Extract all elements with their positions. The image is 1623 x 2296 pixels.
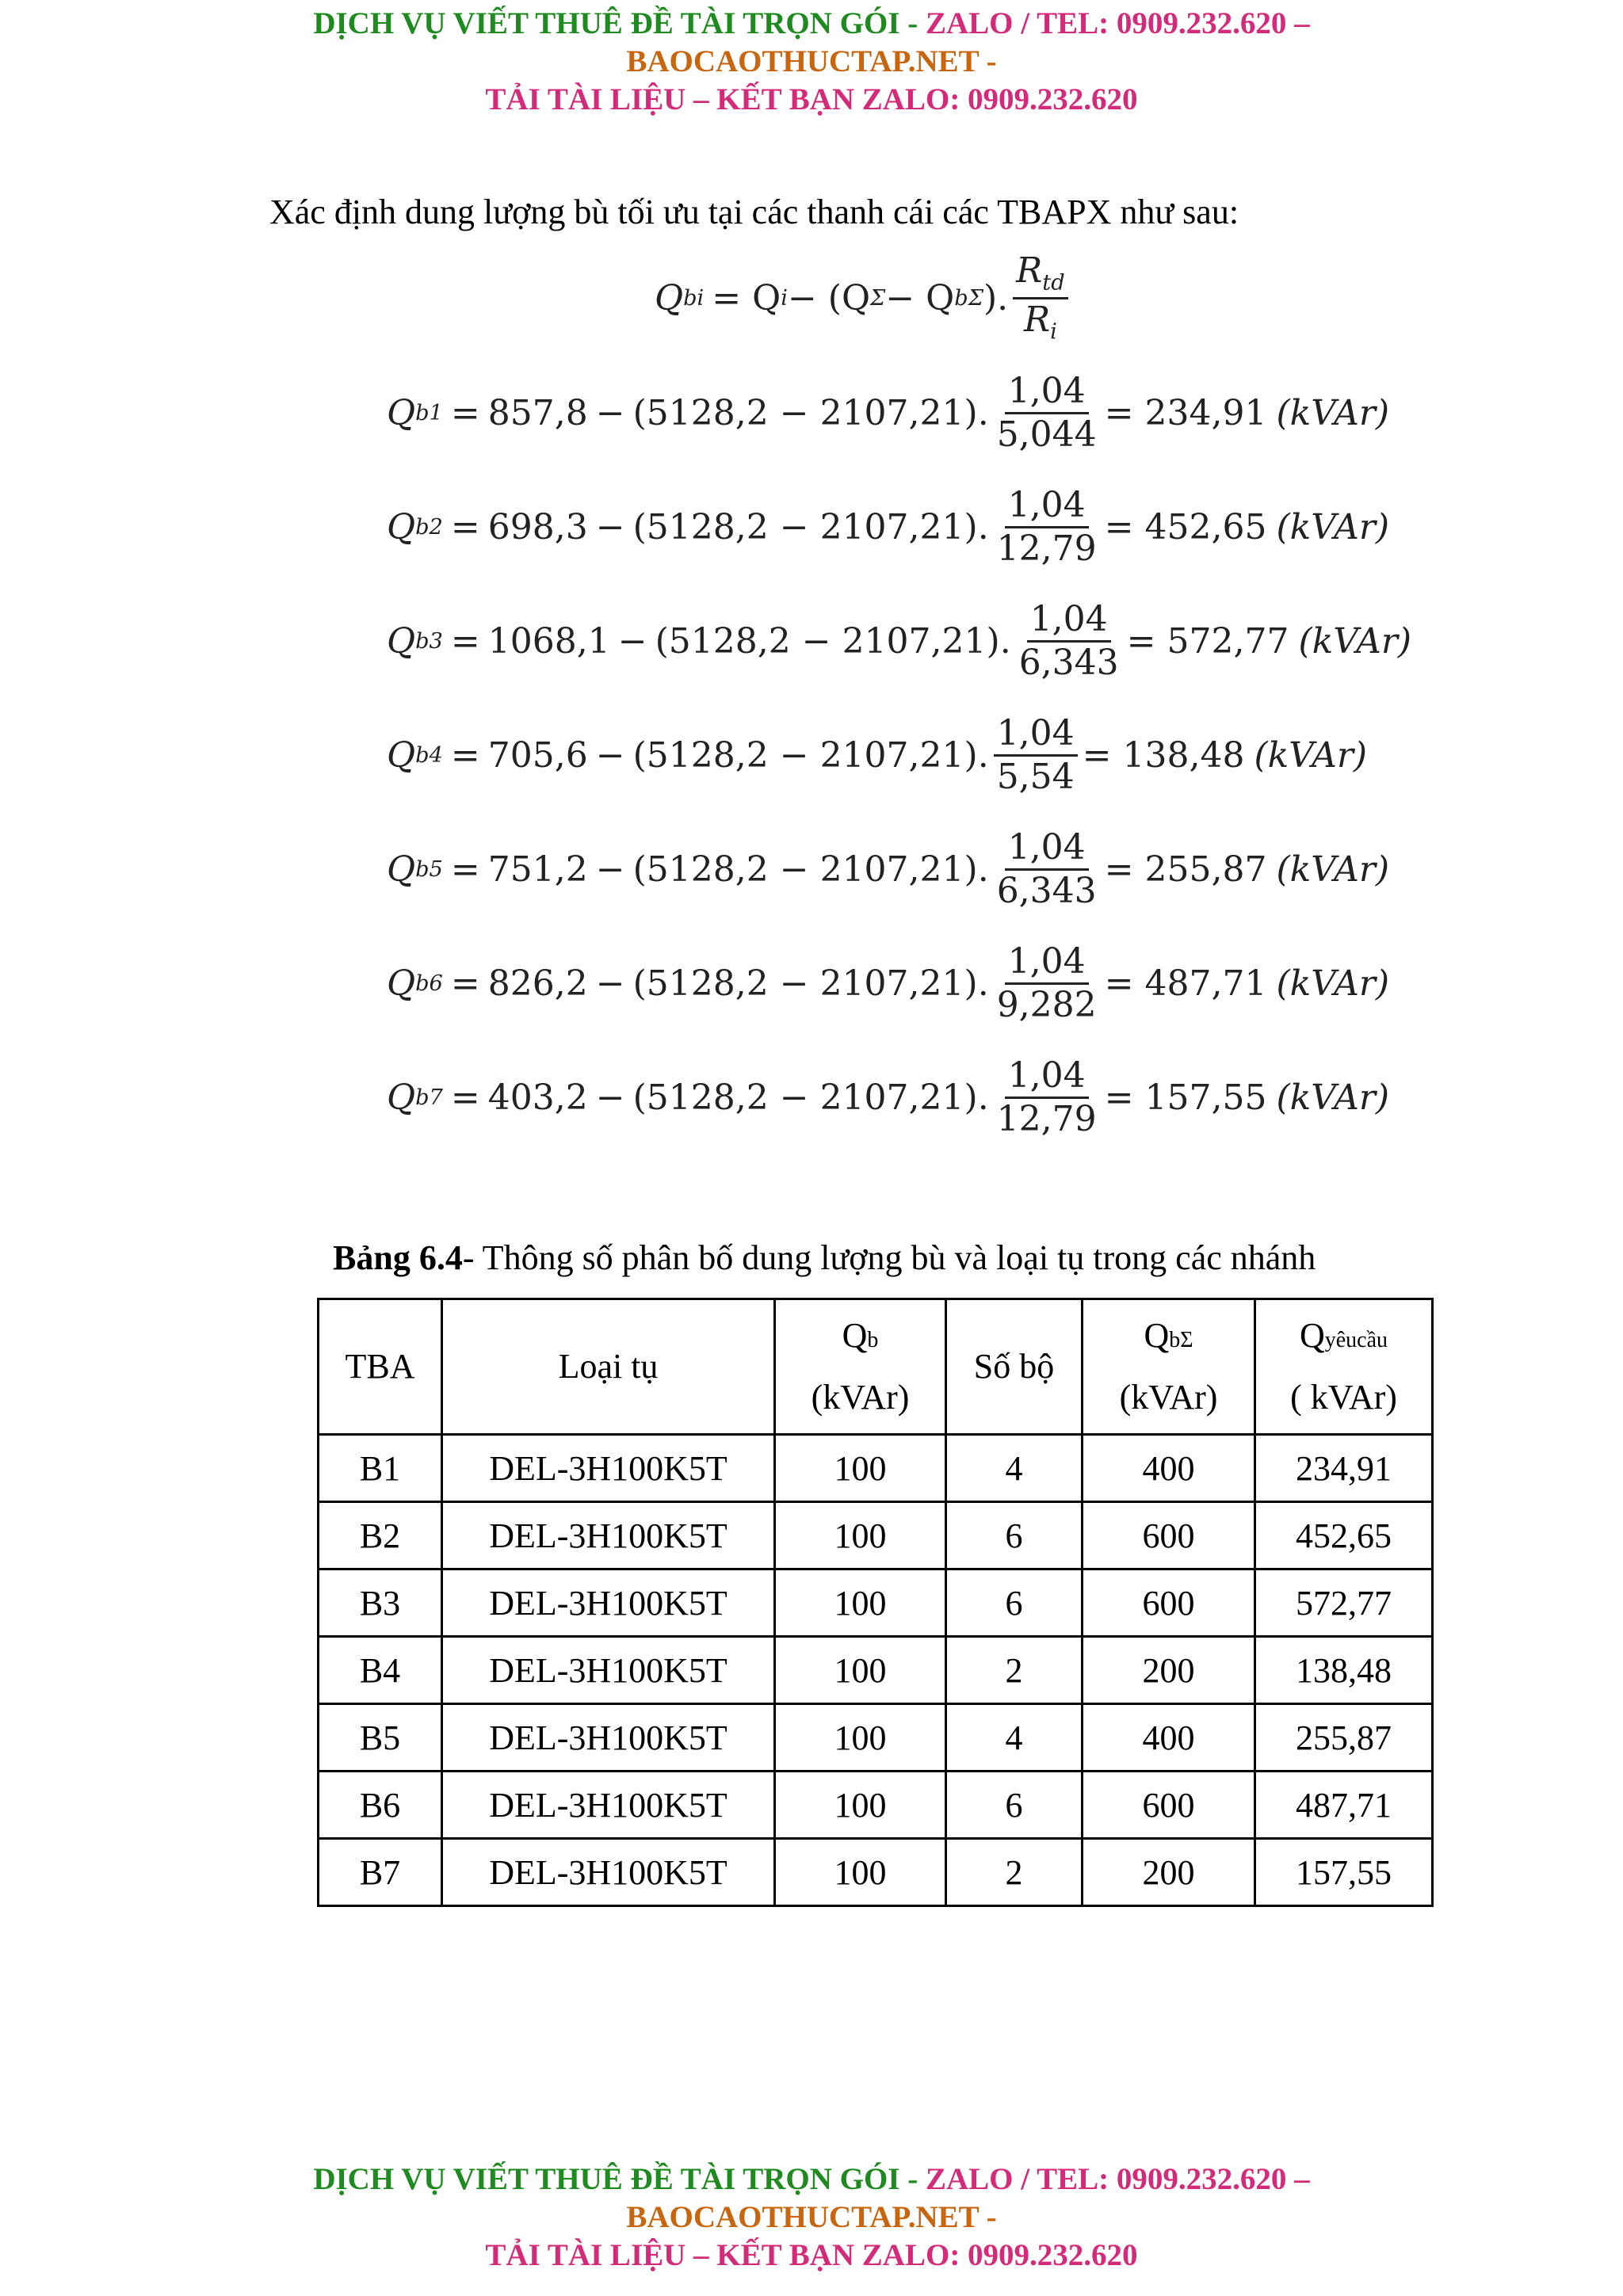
eq-numerator: 1,04 — [1027, 601, 1111, 643]
eq-sub: b3 — [415, 629, 443, 654]
equation-row — [387, 829, 1389, 911]
eq-denominator: 12,79 — [996, 528, 1097, 570]
eq-qi: 857,8 — [487, 393, 588, 434]
eq-unit: (kVAr) — [1298, 621, 1412, 662]
header-qyc-unit: ( kVAr) — [1290, 1378, 1397, 1417]
eq-fraction — [1016, 601, 1122, 683]
cell-qyc: 234,91 — [1255, 1435, 1433, 1502]
eq-minus: − — [595, 963, 625, 1005]
cell-qyc: 452,65 — [1255, 1502, 1433, 1569]
header-service-text: DỊCH VỤ VIẾT THUÊ ĐỀ TÀI TRỌN GÓI - — [313, 6, 926, 40]
eq-minus: − — [595, 849, 625, 891]
eq-numerator: 1,04 — [1005, 372, 1089, 414]
eq-qi: 698,3 — [487, 507, 588, 548]
header-qb-unit: (kVAr) — [811, 1378, 910, 1417]
eq-pair: (5128,2 − 2107,21). — [655, 621, 1011, 662]
footer-site-link[interactable]: BAOCAOTHUCTAP.NET - — [626, 2200, 997, 2234]
cell-loai-tu: DEL-3H100K5T — [442, 1637, 775, 1704]
cell-qbs: 200 — [1083, 1839, 1255, 1906]
header-loai-tu: Loại tụ — [442, 1299, 775, 1435]
eq-pair: (5128,2 − 2107,21). — [632, 963, 989, 1005]
formula-lhs: Q — [655, 277, 684, 318]
eq-symbol: Q — [387, 735, 416, 776]
eq-sub: b4 — [415, 743, 443, 769]
formula-den: R — [1023, 299, 1051, 340]
formula-qsum: − (Q — [787, 277, 871, 318]
cell-tba: B7 — [319, 1839, 442, 1906]
eq-unit: (kVAr) — [1276, 963, 1390, 1005]
eq-qi: 403,2 — [487, 1077, 588, 1119]
eq-unit: (kVAr) — [1276, 393, 1390, 434]
header-site-link[interactable]: BAOCAOTHUCTAP.NET - — [626, 44, 997, 78]
cell-tba: B2 — [319, 1502, 442, 1569]
table-body — [319, 1435, 1433, 1906]
eq-qi: 1068,1 — [487, 621, 610, 662]
cell-so-bo: 4 — [946, 1704, 1083, 1772]
eq-equals: = — [450, 735, 480, 776]
eq-numerator: 1,04 — [1005, 1057, 1089, 1099]
cell-qbs: 600 — [1083, 1772, 1255, 1839]
eq-sub: b7 — [415, 1085, 443, 1111]
formula-den-sub: i — [1050, 319, 1057, 345]
cell-qb: 100 — [775, 1839, 946, 1906]
eq-qi: 751,2 — [487, 849, 588, 891]
eq-sub: b1 — [415, 401, 443, 426]
cell-qb: 100 — [775, 1772, 946, 1839]
table-caption-label: Bảng 6.4 — [333, 1238, 463, 1277]
eq-numerator: 1,04 — [1005, 943, 1089, 985]
eq-numerator: 1,04 — [1005, 829, 1089, 871]
header-qbs-unit: (kVAr) — [1119, 1378, 1218, 1417]
eq-symbol: Q — [387, 849, 416, 891]
eq-equals: = — [450, 621, 480, 662]
eq-minus: − — [595, 1077, 625, 1119]
cell-qbs: 200 — [1083, 1637, 1255, 1704]
cell-so-bo: 6 — [946, 1772, 1083, 1839]
equation-row — [387, 715, 1367, 797]
table-row — [319, 1637, 1433, 1704]
table-row — [319, 1772, 1433, 1839]
cell-qb: 100 — [775, 1569, 946, 1637]
eq-numerator: 1,04 — [994, 715, 1078, 757]
cell-qb: 100 — [775, 1637, 946, 1704]
eq-fraction — [994, 829, 1100, 911]
compensation-table — [317, 1298, 1434, 1907]
equation-row — [387, 601, 1411, 683]
table-caption — [333, 1238, 1316, 1278]
formula-qi: = Q — [712, 277, 781, 318]
cell-loai-tu: DEL-3H100K5T — [442, 1435, 775, 1502]
eq-symbol: Q — [387, 393, 416, 434]
eq-pair: (5128,2 − 2107,21). — [632, 1077, 989, 1119]
table-row — [319, 1704, 1433, 1772]
eq-sub: b5 — [415, 857, 443, 883]
eq-symbol: Q — [387, 963, 416, 1005]
cell-qb: 100 — [775, 1704, 946, 1772]
eq-result: = 157,55 — [1104, 1077, 1267, 1119]
intro-text: Xác định dung lượng bù tối ưu tại các thanh cái các TBAPX như sau: — [269, 193, 1239, 231]
equation-row — [387, 1057, 1389, 1139]
header-qbs-sub: bΣ — [1169, 1328, 1193, 1352]
formula-close: ). — [983, 277, 1009, 318]
table-row — [319, 1569, 1433, 1637]
cell-qyc: 487,71 — [1255, 1772, 1433, 1839]
eq-qi: 826,2 — [487, 963, 588, 1005]
cell-qyc: 157,55 — [1255, 1839, 1433, 1906]
cell-qbs: 400 — [1083, 1704, 1255, 1772]
eq-result: = 452,65 — [1104, 507, 1267, 548]
eq-sub: b6 — [415, 971, 443, 997]
cell-tba: B6 — [319, 1772, 442, 1839]
cell-qyc: 138,48 — [1255, 1637, 1433, 1704]
cell-so-bo: 2 — [946, 1637, 1083, 1704]
eq-minus: − — [617, 621, 647, 662]
eq-unit: (kVAr) — [1254, 735, 1368, 776]
header-qb — [775, 1299, 946, 1435]
eq-minus: − — [595, 393, 625, 434]
cell-so-bo: 2 — [946, 1839, 1083, 1906]
equation-row — [387, 372, 1389, 455]
header-qyc-sub: yêucầu — [1324, 1328, 1388, 1352]
eq-minus: − — [595, 507, 625, 548]
cell-so-bo: 4 — [946, 1435, 1083, 1502]
header-qyc — [1255, 1299, 1433, 1435]
formula-lhs-sub: bi — [683, 285, 705, 311]
eq-equals: = — [450, 507, 480, 548]
header-tba: TBA — [319, 1299, 442, 1435]
eq-qi: 705,6 — [487, 735, 588, 776]
eq-symbol: Q — [387, 1077, 416, 1119]
eq-pair: (5128,2 − 2107,21). — [632, 735, 989, 776]
cell-tba: B3 — [319, 1569, 442, 1637]
eq-pair: (5128,2 − 2107,21). — [632, 849, 989, 891]
eq-denominator: 6,343 — [1018, 643, 1119, 684]
header-qyc-symbol: Q — [1299, 1316, 1325, 1355]
eq-equals: = — [450, 963, 480, 1005]
cell-loai-tu: DEL-3H100K5T — [442, 1502, 775, 1569]
eq-denominator: 12,79 — [996, 1099, 1097, 1140]
cell-qb: 100 — [775, 1435, 946, 1502]
footer-download-text: TẢI TÀI LIỆU – KẾT BẠN ZALO: 0909.232.620 — [485, 2238, 1138, 2272]
table-caption-text: - Thông số phân bố dung lượng bù và loại tụ trong các nhánh — [462, 1238, 1316, 1277]
equation-row — [387, 943, 1389, 1025]
eq-result: = 255,87 — [1104, 849, 1267, 891]
cell-qbs: 400 — [1083, 1435, 1255, 1502]
eq-fraction — [994, 372, 1100, 455]
eq-result: = 487,71 — [1104, 963, 1267, 1005]
table-row — [319, 1435, 1433, 1502]
header-qb-symbol: Q — [842, 1316, 868, 1355]
eq-equals: = — [450, 849, 480, 891]
formula-num: R — [1016, 250, 1043, 291]
header-so-bo: Số bộ — [946, 1299, 1083, 1435]
footer-service-text: DỊCH VỤ VIẾT THUÊ ĐỀ TÀI TRỌN GÓI - — [313, 2162, 926, 2196]
cell-loai-tu: DEL-3H100K5T — [442, 1569, 775, 1637]
formula-qbsum: − Q — [885, 277, 955, 318]
cell-qyc: 572,77 — [1255, 1569, 1433, 1637]
cell-qb: 100 — [775, 1502, 946, 1569]
eq-denominator: 5,54 — [996, 757, 1075, 798]
cell-so-bo: 6 — [946, 1502, 1083, 1569]
header-qbs — [1083, 1299, 1255, 1435]
eq-denominator: 6,343 — [996, 871, 1097, 912]
eq-numerator: 1,04 — [1005, 486, 1089, 528]
general-formula — [655, 252, 1073, 344]
eq-equals: = — [450, 1077, 480, 1119]
eq-symbol: Q — [387, 621, 416, 662]
eq-fraction — [994, 1057, 1100, 1139]
eq-pair: (5128,2 − 2107,21). — [632, 507, 989, 548]
header-banner — [0, 5, 1623, 119]
cell-tba: B1 — [319, 1435, 442, 1502]
formula-qsum-sub: Σ — [870, 285, 886, 311]
eq-sub: b2 — [415, 515, 443, 540]
footer-banner — [0, 2161, 1623, 2275]
eq-pair: (5128,2 − 2107,21). — [632, 393, 989, 434]
eq-result: = 138,48 — [1082, 735, 1245, 776]
eq-equals: = — [450, 393, 480, 434]
footer-zalo-text: ZALO / TEL: 0909.232.620 – — [925, 2162, 1310, 2196]
cell-so-bo: 6 — [946, 1569, 1083, 1637]
cell-qbs: 600 — [1083, 1569, 1255, 1637]
table-row — [319, 1839, 1433, 1906]
cell-tba: B4 — [319, 1637, 442, 1704]
cell-loai-tu: DEL-3H100K5T — [442, 1839, 775, 1906]
formula-qi-sub: i — [781, 285, 788, 311]
formula-fraction — [1013, 252, 1068, 344]
eq-symbol: Q — [387, 507, 416, 548]
formula-num-sub: td — [1042, 270, 1065, 296]
cell-loai-tu: DEL-3H100K5T — [442, 1772, 775, 1839]
table-row — [319, 1502, 1433, 1569]
header-zalo-text: ZALO / TEL: 0909.232.620 – — [925, 6, 1310, 40]
eq-result: = 234,91 — [1104, 393, 1267, 434]
eq-denominator: 5,044 — [996, 414, 1097, 456]
header-line-1 — [0, 5, 1623, 43]
header-qbs-symbol: Q — [1144, 1316, 1170, 1355]
eq-unit: (kVAr) — [1276, 849, 1390, 891]
cell-tba: B5 — [319, 1704, 442, 1772]
eq-unit: (kVAr) — [1276, 507, 1390, 548]
table-header-row — [319, 1299, 1433, 1435]
eq-denominator: 9,282 — [996, 985, 1097, 1026]
eq-fraction — [994, 715, 1078, 797]
header-qb-sub: b — [867, 1328, 879, 1352]
equation-row — [387, 486, 1389, 569]
cell-loai-tu: DEL-3H100K5T — [442, 1704, 775, 1772]
cell-qbs: 600 — [1083, 1502, 1255, 1569]
formula-qbsum-sub: bΣ — [954, 285, 983, 311]
eq-fraction — [994, 943, 1100, 1025]
eq-unit: (kVAr) — [1276, 1077, 1390, 1119]
cell-qyc: 255,87 — [1255, 1704, 1433, 1772]
header-download-text: TẢI TÀI LIỆU – KẾT BẠN ZALO: 0909.232.620 — [485, 82, 1138, 116]
eq-minus: − — [595, 735, 625, 776]
eq-result: = 572,77 — [1126, 621, 1289, 662]
eq-fraction — [994, 486, 1100, 569]
footer-line-1 — [0, 2161, 1623, 2199]
